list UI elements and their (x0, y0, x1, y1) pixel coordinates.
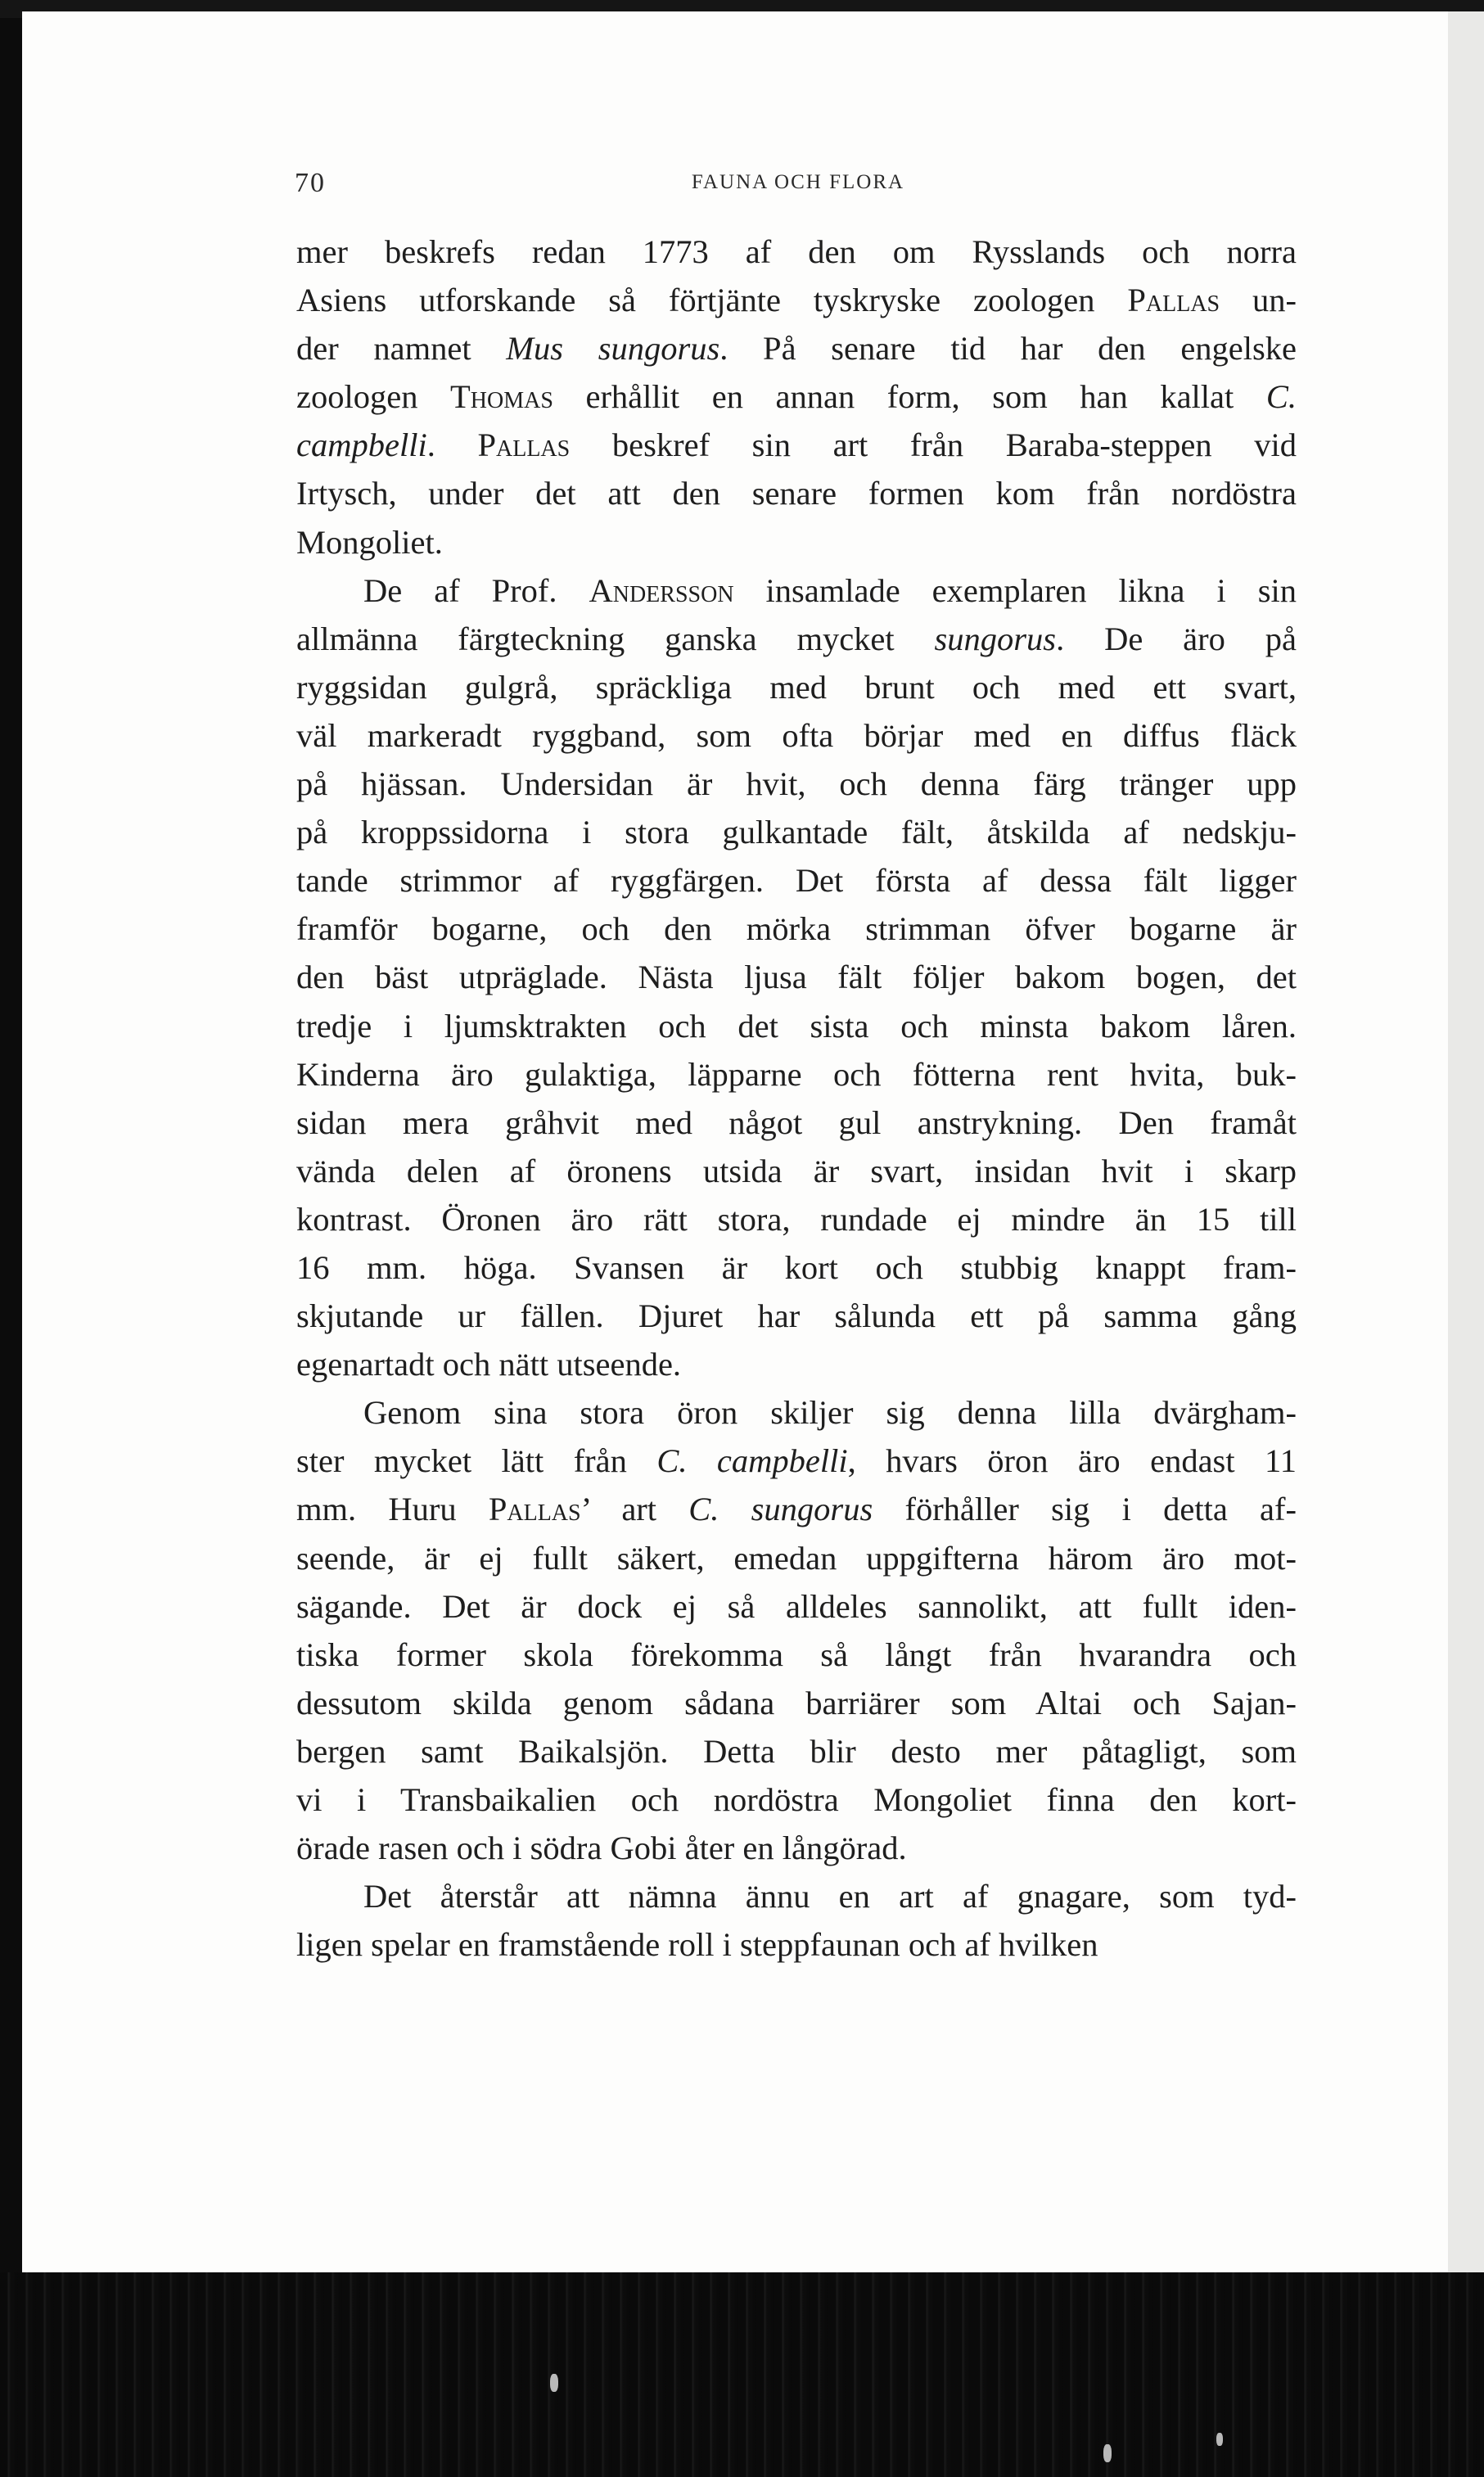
text-line (296, 1099, 1297, 1147)
paragraph (296, 566, 1297, 1389)
paragraph (296, 1388, 1297, 1872)
text-line (296, 518, 1297, 566)
dust-speck (550, 2374, 558, 2392)
text-line (296, 1824, 1297, 1872)
text-line (296, 615, 1297, 663)
dust-speck (1216, 2433, 1223, 2446)
author-name: Pallas (1127, 282, 1220, 319)
text-line (296, 1437, 1297, 1485)
text-line (296, 421, 1297, 469)
paragraph (296, 228, 1297, 566)
text-run: Asiens utforskande så förtjänte tyskryske zoologen (296, 282, 1128, 319)
text-run: skjutande ur fällen. Djuret har sålunda ett på samma gång (296, 1297, 1297, 1335)
text-run: egenartadt och nätt utseende. (296, 1346, 682, 1383)
italic-term: C. (1265, 378, 1297, 416)
page-header (295, 168, 1301, 201)
text-run: tande strimmor af ryggfärgen. Det första af dessa fält ligger (296, 862, 1297, 900)
text-run: förhåller sig i detta af- (873, 1491, 1297, 1528)
text-run: insamlade exemplaren likna i sin (733, 571, 1297, 609)
page-edge (1448, 11, 1484, 2272)
text-line (296, 276, 1297, 324)
text-run: bergen samt Baikalsjön. Detta blir desto mer påtagligt, som (296, 1732, 1297, 1770)
author-name: Thomas (450, 378, 553, 416)
text-run: tredje i ljumsktrakten och det sista och minsta bakom låren. (296, 1007, 1297, 1044)
text-run: Mongoliet. (296, 523, 443, 561)
author-name: Pallas (488, 1491, 581, 1528)
text-run: vända delen af öronens utsida är svart, insidan hvit i skarp (296, 1152, 1297, 1189)
text-line (296, 1002, 1297, 1050)
author-name: Andersson (589, 571, 734, 609)
text-line (296, 856, 1297, 905)
text-run: sägande. Det är dock ej så alldeles sannolikt, att fullt iden- (296, 1587, 1297, 1625)
text-run: beskref sin art från Baraba-steppen vid (570, 426, 1297, 464)
text-line (296, 663, 1297, 711)
text-run: , hvars öron äro endast 11 (847, 1442, 1297, 1480)
text-run: un- (1220, 282, 1297, 319)
text-line (296, 1631, 1297, 1679)
dust-speck (1103, 2444, 1112, 2462)
text-run: allmänna färgteckning ganska mycket (296, 620, 935, 657)
text-line (296, 1534, 1297, 1582)
text-run: tiska former skola förekomma så långt från hvarandra och (296, 1636, 1297, 1673)
author-name: Pallas (477, 426, 571, 464)
text-line (296, 1727, 1297, 1775)
paragraph (296, 1872, 1297, 1969)
text-run: mer beskrefs redan 1773 af den om Rysslands och norra (296, 233, 1297, 270)
text-line (296, 1679, 1297, 1727)
text-run: örade rasen och i södra Gobi åter en långörad. (296, 1830, 907, 1867)
text-line (296, 1195, 1297, 1243)
text-line (296, 1292, 1297, 1340)
text-line (296, 566, 1297, 615)
text-run: De af Prof. (363, 571, 589, 609)
text-line (296, 1388, 1297, 1437)
text-run: . De äro på (1056, 620, 1297, 657)
text-run: Kinderna äro gulaktiga, läpparne och fötterna rent hvita, buk- (296, 1055, 1297, 1093)
italic-term: Mus sungorus (506, 330, 720, 368)
text-run: kontrast. Öronen äro rätt stora, rundade ej mindre än 15 till (296, 1200, 1297, 1238)
text-run: Det återstår att nämna ännu en art af gnagare, som tyd- (363, 1878, 1297, 1915)
running-head: FAUNA OCH FLORA (691, 171, 905, 193)
text-run: seende, är ej fullt säkert, emedan uppgifterna härom äro mot- (296, 1539, 1297, 1577)
text-run: . På senare tid har den engelske (719, 330, 1297, 368)
text-run: der namnet (296, 330, 507, 368)
text-run: den bäst utpräglade. Nästa ljusa fält följer bakom bogen, det (296, 959, 1297, 996)
text-run: Genom sina stora öron skiljer sig denna lilla dvärgham- (363, 1394, 1297, 1432)
text-run: zoologen (296, 378, 451, 416)
text-line (296, 1920, 1297, 1969)
text-run: vi i Transbaikalien och nordöstra Mongoliet finna den kort- (296, 1781, 1297, 1818)
text-line (296, 1243, 1297, 1292)
text-line (296, 1485, 1297, 1533)
text-line (296, 808, 1297, 856)
text-line (296, 228, 1297, 276)
text-run: ligen spelar en framstående roll i steppfaunan och af hvilken (296, 1926, 1098, 1964)
text-run: på hjässan. Undersidan är hvit, och denna färg tränger upp (296, 765, 1297, 803)
body-text (296, 228, 1297, 1969)
text-line (296, 1340, 1297, 1388)
text-line (296, 1050, 1297, 1099)
text-run: ryggsidan gulgrå, spräckliga med brunt och med ett svart, (296, 668, 1297, 706)
italic-term: C. sungorus (688, 1491, 873, 1528)
text-line (296, 905, 1297, 953)
text-run: framför bogarne, och den mörka strimman öfver bogarne är (296, 910, 1297, 948)
text-line (296, 469, 1297, 517)
text-run: ster mycket lätt från (296, 1442, 657, 1480)
text-line (296, 1872, 1297, 1920)
italic-term: sungorus (934, 620, 1057, 657)
text-line (296, 1775, 1297, 1824)
text-run: erhållit en annan form, som han kallat (553, 378, 1266, 416)
text-line (296, 324, 1297, 372)
text-run: ’ art (580, 1491, 689, 1528)
text-run: . (426, 426, 478, 464)
text-run: dessutom skilda genom sådana barriärer som Altai och Sajan- (296, 1684, 1297, 1721)
text-run: Irtysch, under det att den senare formen kom från nordöstra (296, 475, 1297, 512)
text-run: 16 mm. höga. Svansen är kort och stubbig knappt fram- (296, 1248, 1297, 1286)
page-number: 70 (295, 168, 326, 198)
text-run: sidan mera gråhvit med något gul anstrykning. Den framåt (296, 1103, 1297, 1141)
italic-term: campbelli (296, 426, 427, 464)
text-run: mm. Huru (296, 1491, 489, 1528)
italic-term: C. campbelli (656, 1442, 848, 1480)
text-line (296, 953, 1297, 1001)
text-run: väl markeradt ryggband, som ofta börjar med en diffus fläck (296, 716, 1297, 754)
text-line (296, 711, 1297, 760)
text-line (296, 760, 1297, 808)
text-line (296, 1147, 1297, 1195)
text-run: på kroppssidorna i stora gulkantade fält, åtskilda af nedskju- (296, 814, 1297, 851)
text-line (296, 372, 1297, 421)
text-line (296, 1582, 1297, 1631)
scan-border-bottom (0, 2272, 1484, 2477)
